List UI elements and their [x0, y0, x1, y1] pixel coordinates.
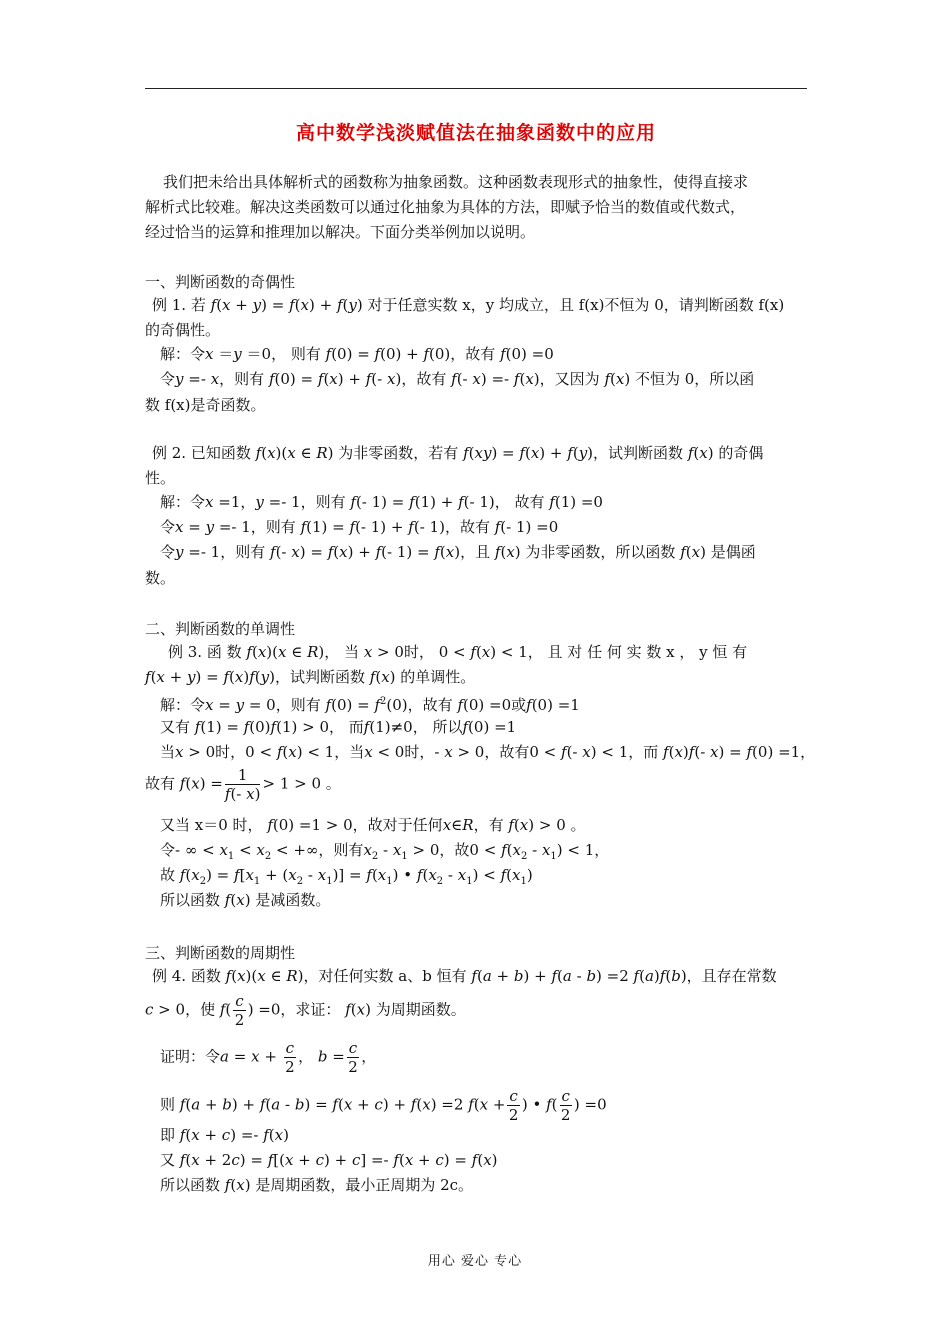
solution-3-line-6: 令- ∞ < $x_1 < x_2$ < +∞，则有$x_2 - x_1 > 0$，故$0 < f(x_2 - x_1) < 1$，	[160, 841, 610, 862]
proof-line-1: 证明：令a = x + $\frac{c}{2}$ ， b = $\frac{c}{2}$ ，	[160, 1039, 377, 1076]
intro-line-3: 经过恰当的运算和推理加以解决。下面分类举例加以说明。	[145, 223, 536, 241]
section-3-heading: 三、判断函数的周期性	[145, 944, 296, 962]
intro-line-2: 解析式比较难。解决这类函数可以通过化抽象为具体的方法，即赋予恰当的数值或代数式，	[145, 198, 746, 216]
solution-3-line-7: 故 $f(x_2) = f[x_1 + (x_2 - x_1)] = f(x_1)$ • $f(x_2 - x_1) < f(x_1)$	[160, 866, 533, 887]
page-footer: 用心 爱心 专心	[427, 1254, 523, 1269]
section-2-heading: 二、判断函数的单调性	[145, 620, 296, 638]
solution-3-line-3: 当x > 0时，0 < f(x) < 1，当x < 0时，- x > 0，故有0 < f(- x) < 1，而 f(x)f(- x) = f(0) =1，	[160, 743, 816, 761]
solution-3-line-1: 解：令x = y = 0，则有 $f(0) = f^2(0)$，故有 f(0) =0或f(0) =1	[160, 696, 580, 714]
solution-1-line-3: 数 f(x)是奇函数。	[145, 396, 266, 414]
example-4-line-2: c > 0，使 f( $\frac{c}{2}$ ) =0，求证： f(x) 为周期函数。	[145, 992, 466, 1029]
proof-line-3: 即 f(x + c) =- f(x)	[160, 1126, 289, 1144]
solution-2-line-2: 令x = y =- 1，则有 f(1) = f(- 1) + f(- 1)，故有 f(- 1) =0	[160, 518, 559, 536]
proof-line-4: 又 f(x + 2c) = f[(x + c) + c] =- f(x + c) = f(x)	[160, 1151, 498, 1169]
example-1-line-2: 的奇偶性。	[145, 321, 221, 339]
example-1-line-1: 例 1. 若 f(x + y) = f(x) + f(y) 对于任意实数 x，y 均成立，且 f(x)不恒为 0，请判断函数 f(x)	[152, 296, 785, 314]
example-3-line-1: 例 3. 函 数 f(x)(x ∈ R)， 当 x > 0时， 0 < f(x) < 1， 且 对 任 何 实 数 x ， y 恒 有	[168, 643, 748, 661]
solution-1-line-2: 令y =- x，则有 f(0) = f(x) + f(- x)，故有 f(- x) =- f(x)，又因为 f(x) 不恒为 0，所以函	[160, 370, 755, 388]
intro-line-1: 我们把未给出具体解析式的函数称为抽象函数。这种函数表现形式的抽象性，使得直接求	[163, 173, 749, 191]
solution-3-line-4: 故有 f(x) = $\frac{1}{f(- x)}$ > 1 > 0 。	[145, 766, 341, 803]
section-1-heading: 一、判断函数的奇偶性	[145, 273, 296, 291]
solution-3-line-8: 所以函数 f(x) 是减函数。	[160, 891, 331, 909]
solution-3-line-2: 又有 f(1) = f(0)f(1) > 0， 而f(1)≠0， 所以f(0) =1	[160, 718, 517, 736]
page-title: 高中数学浅淡赋值法在抽象函数中的应用	[295, 122, 656, 144]
solution-1-line-1: 解：令x ＝y ＝0， 则有 f(0) = f(0) + f(0)，故有 f(0) =0	[160, 345, 554, 363]
header-rule	[145, 88, 807, 89]
solution-3-line-5: 又当 x＝0 时， f(0) =1 > 0，故对于任何x∈R，有 f(x) > 0 。	[160, 816, 586, 834]
example-2-line-1: 例 2. 已知函数 f(x)(x ∈ R) 为非零函数，若有 f(xy) = f(x) + f(y)，试判断函数 f(x) 的奇偶	[152, 444, 764, 462]
solution-2-line-4: 数。	[145, 569, 176, 587]
solution-2-line-3: 令y =- 1，则有 f(- x) = f(x) + f(- 1) = f(x)，且 f(x) 为非零函数，所以函数 f(x) 是偶函	[160, 543, 756, 561]
example-3-line-2: f(x + y) = f(x)f(y)，试判断函数 f(x) 的单调性。	[145, 668, 476, 686]
example-4-line-1: 例 4. 函数 f(x)(x ∈ R)，对任何实数 a、b 恒有 f(a + b) + f(a - b) =2 f(a)f(b)，且存在常数	[152, 967, 777, 985]
proof-line-5: 所以函数 f(x) 是周期函数，最小正周期为 2c。	[160, 1176, 474, 1194]
proof-line-2: 则 f(a + b) + f(a - b) = f(x + c) + f(x) =2 f(x + $\frac{c}{2}$ ) • f( $\frac{c}{2}$ ) =0	[160, 1087, 607, 1124]
example-2-line-2: 性。	[145, 469, 176, 487]
solution-2-line-1: 解：令x =1，y =- 1，则有 f(- 1) = f(1) + f(- 1)， 故有 f(1) =0	[160, 493, 603, 511]
